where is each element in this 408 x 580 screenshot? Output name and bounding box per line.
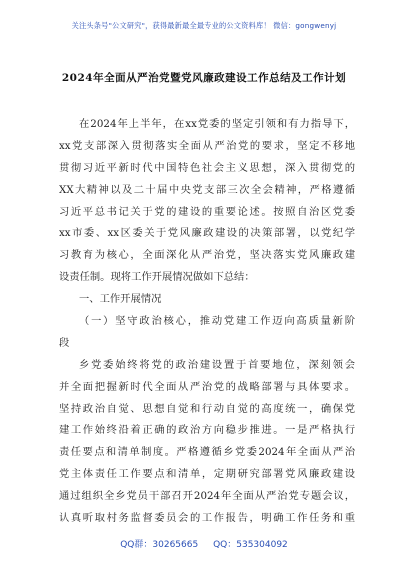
footer-qq: QQ：535304092	[213, 540, 288, 550]
section-heading: 一、工作开展情况	[79, 293, 162, 306]
body-line: 党主体责任工作要点和清单，定期研究部署党风廉政建设	[59, 468, 355, 481]
body-line: 通过组织全乡党员干部召开2024年全面从严治党专题会议，	[59, 490, 355, 503]
body-line: 坚持政治自觉、思想自觉和行动自觉的高度统一，确保党	[59, 402, 355, 415]
body-line: 责任要点和清单制度。严格遵循乡党委2024年全面从严治	[59, 446, 355, 459]
body-line: 习教育为核心，全面深化从严治党，坚决落实党风廉政建	[59, 249, 355, 262]
subsection-heading-cont: 段	[59, 336, 70, 349]
body-line: 认真听取村务监督委员会的工作报告，明确工作任务和重	[59, 512, 355, 525]
footer-contact	[0, 537, 408, 550]
header-note: 关注头条号"公文研究"，获得最新最全最专业的公文资料库！ 微信：gongwenyj	[71, 21, 337, 30]
body-line: xx市委、xx区委关于党风廉政建设的决策部署，以党纪学	[59, 227, 355, 240]
body-line: xx党支部深入贯彻落实全面从严治党的要求，坚定不移地	[59, 139, 355, 152]
document-body	[59, 114, 355, 530]
footer-qq-group: QQ群：30265665	[120, 540, 199, 550]
body-line: 设责任制。现将工作开展情况做如下总结：	[59, 271, 255, 284]
document-title: 2024年全面从严治党暨党风廉政建设工作总结及工作计划	[61, 72, 347, 84]
body-line: 在2024年上半年，在xx党委的坚定引领和有力指导下，	[79, 118, 355, 130]
body-line: 贯彻习近平新时代中国特色社会主义思想，深入贯彻党的	[59, 161, 355, 174]
body-line: 并全面把握新时代全面从严治党的战略部署与具体要求。	[59, 380, 355, 393]
subsection-heading: （一）坚守政治核心，推动党建工作迈向高质量新阶	[79, 315, 355, 328]
body-line: XX大精神以及二十届中央党支部三次全会精神，严格遵循	[59, 183, 355, 196]
body-line: 建工作始终沿着正确的政治方向稳步推进。一是严格执行	[59, 424, 355, 437]
body-line: 乡党委始终将党的政治建设置于首要地位，深刻领会	[79, 358, 355, 371]
body-line: 习近平总书记关于党的建设的重要论述。按照自治区党委	[59, 205, 355, 218]
